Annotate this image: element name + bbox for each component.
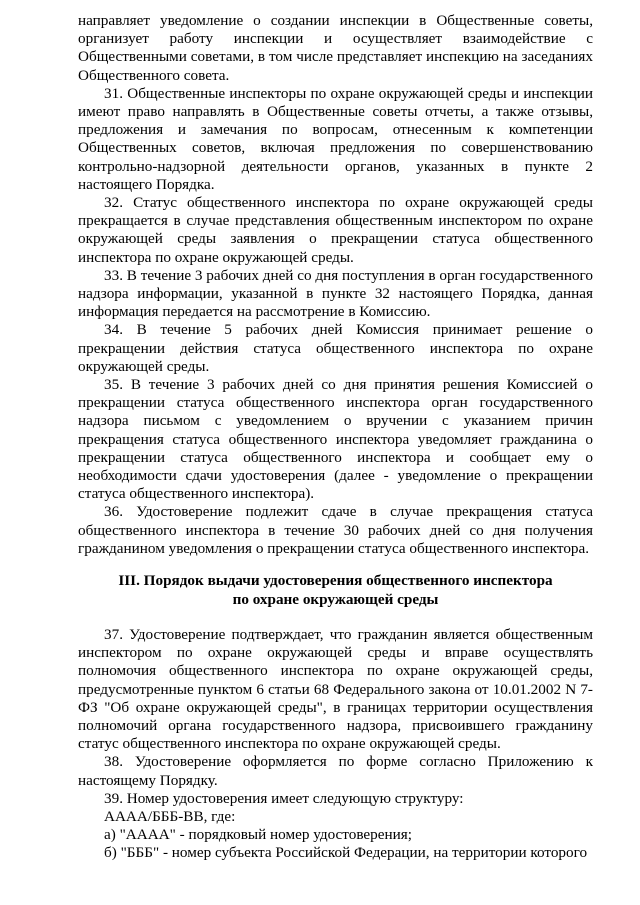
paragraph-37: 37. Удостоверение подтверждает, что гражданин является общественным инспектором по охране окружающей среды и вправе осуществлять полномочия общественного инспектора по охране окружающей среды, предусмотренные пунктом 6 статьи 68 Федерального закона от 10.01.2002 N 7-ФЗ "Об охране окружающей среды", в границах территории осуществления полномочий органа государственного надзора, присвоившего гражданину статус общественного инспектора по охране окружающей среды.	[78, 626, 593, 753]
paragraph-36: 36. Удостоверение подлежит сдаче в случае прекращения статуса общественного инспектора в течение 30 рабочих дней со дня получения гражданином уведомления о прекращении статуса общественного инспектора.	[78, 503, 593, 557]
paragraphs-lower	[78, 626, 593, 863]
paragraph-34: 34. В течение 5 рабочих дней Комиссия принимает решение о прекращении действия статуса общественного инспектора по охране окружающей среды.	[78, 321, 593, 375]
paragraphs-upper	[78, 12, 593, 558]
list-item-a: а) "АААА" - порядковый номер удостоверения;	[104, 826, 412, 844]
section-heading-line-2: по охране окружающей среды	[232, 591, 439, 608]
list-item-b: б) "БББ" - номер субъекта Российской Федерации, на территории которого	[104, 844, 588, 862]
paragraph-30-continuation: направляет уведомление о создании инспекции в Общественные советы, организует работу инспекции и осуществляет взаимодействие с Общественными советами, в том числе представляет инспекцию на заседаниях Общественного совета.	[78, 12, 593, 84]
paragraph-33: 33. В течение 3 рабочих дней со дня поступления в орган государственного надзора информации, указанной в пункте 32 настоящего Порядка, данная информация передается на рассмотрение в Комиссию.	[78, 266, 593, 321]
paragraph-39: 39. Номер удостоверения имеет следующую структуру:	[104, 789, 464, 807]
number-format: АААА/БББ-ВВ, где:	[104, 808, 236, 826]
section-heading	[78, 571, 593, 609]
paragraph-32: 32. Статус общественного инспектора по охране окружающей среды прекращается в случае представления общественным инспектором по охране окружающей среды заявления о прекращении статуса общественного инспектора по охране окружающей среды.	[78, 194, 593, 266]
section-heading-line-1: III. Порядок выдачи удостоверения общественного инспектора	[118, 572, 553, 589]
paragraph-38: 38. Удостоверение оформляется по форме согласно Приложению к настоящему Порядку.	[78, 753, 593, 789]
paragraph-31: 31. Общественные инспекторы по охране окружающей среды и инспекции имеют право направлять в Общественные советы отчеты, а также отзывы, предложения и замечания по вопросам, отнесенным к компетенции Общественных советов, включая предложения по совершенствованию контрольно-надзорной деятельности органов, указанных в пункте 2 настоящего Порядка.	[78, 84, 593, 193]
paragraph-35: 35. В течение 3 рабочих дней со дня принятия решения Комиссией о прекращении статуса общественного инспектора орган государственного надзора письмом с уведомлением о вручении с указанием причин прекращения статуса общественного инспектора уведомляет гражданина о прекращении статуса общественного инспектора и сообщает ему о необходимости сдачи удостоверения (далее - уведомление о прекращении статуса общественного инспектора).	[78, 376, 593, 503]
